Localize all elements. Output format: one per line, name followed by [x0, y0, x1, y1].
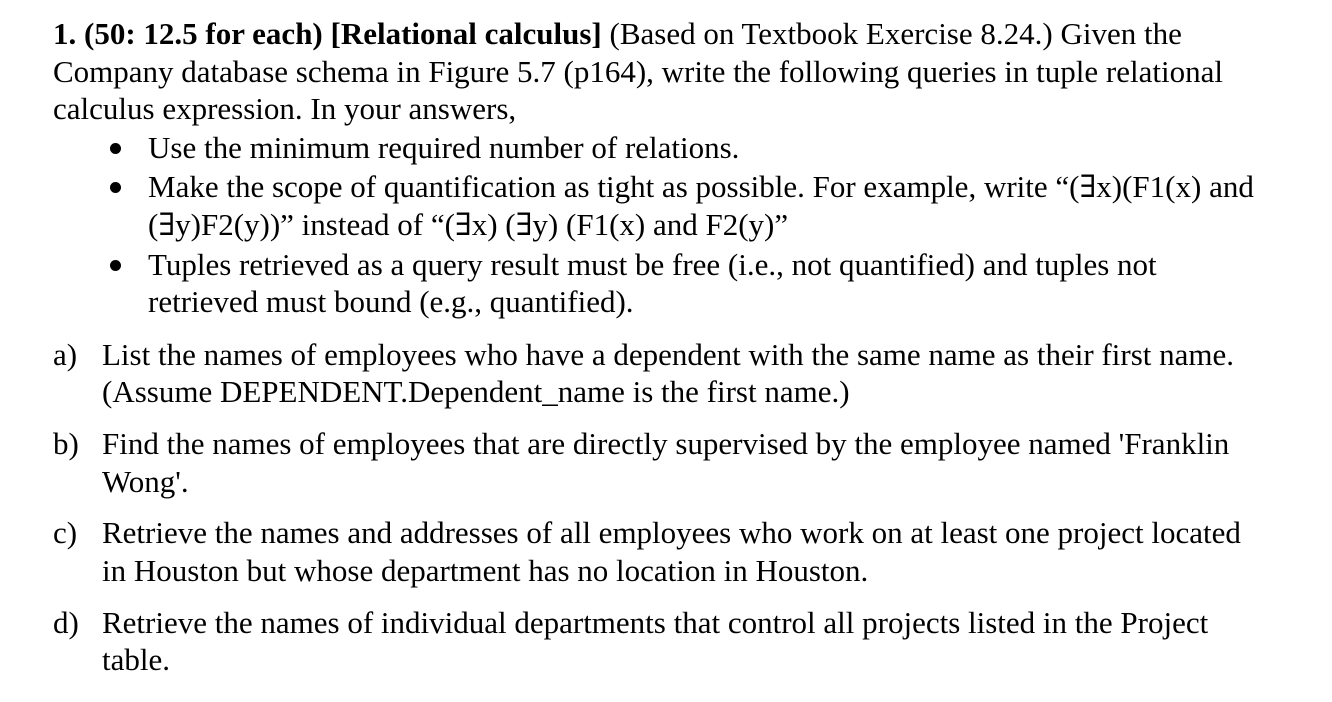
part-text-line: Wong'. — [102, 464, 189, 499]
question-heading — [53, 16, 1182, 52]
part-marker: c) — [53, 515, 78, 550]
bullet-icon — [110, 260, 121, 271]
part-text-line: in Houston but whose department has no location in Houston. — [102, 553, 869, 588]
question-intro-line: calculus expression. In your answers, — [53, 91, 517, 126]
part-text-line: (Assume DEPENDENT.Dependent_name is the first name.) — [102, 374, 850, 409]
rule-text-line: Make the scope of quantification as tight as possible. For example, write “(∃x)(F1(x) and — [148, 169, 1254, 204]
part-marker: a) — [53, 337, 78, 372]
part-text-line: List the names of employees who have a dependent with the same name as their first name. — [102, 337, 1234, 372]
bullet-icon — [110, 182, 121, 193]
part-text-line: Find the names of employees that are directly supervised by the employee named 'Franklin — [102, 426, 1230, 461]
rule-text-line: Tuples retrieved as a query result must be free (i.e., not quantified) and tuples not — [148, 247, 1157, 282]
part-marker: d) — [53, 605, 79, 640]
part-marker: b) — [53, 426, 79, 461]
question-heading-bold: 1. (50: 12.5 for each) [Relational calculus] — [53, 16, 602, 51]
part-text-line: Retrieve the names and addresses of all employees who work on at least one project located — [102, 515, 1241, 550]
part-text-line: table. — [102, 642, 170, 677]
bullet-icon — [110, 143, 121, 154]
rule-text-line: Use the minimum required number of relations. — [148, 130, 740, 165]
part-text-line: Retrieve the names of individual departments that control all projects listed in the Project — [102, 605, 1209, 640]
question-intro-line: Company database schema in Figure 5.7 (p164), write the following queries in tuple relational — [53, 54, 1223, 89]
rule-text-line: retrieved must bound (e.g., quantified). — [148, 284, 634, 319]
question-heading-rest: (Based on Textbook Exercise 8.24.) Given the — [601, 16, 1182, 51]
rule-text-line: (∃y)F2(y))” instead of “(∃x) (∃y) (F1(x) and F2(y)” — [148, 207, 789, 242]
